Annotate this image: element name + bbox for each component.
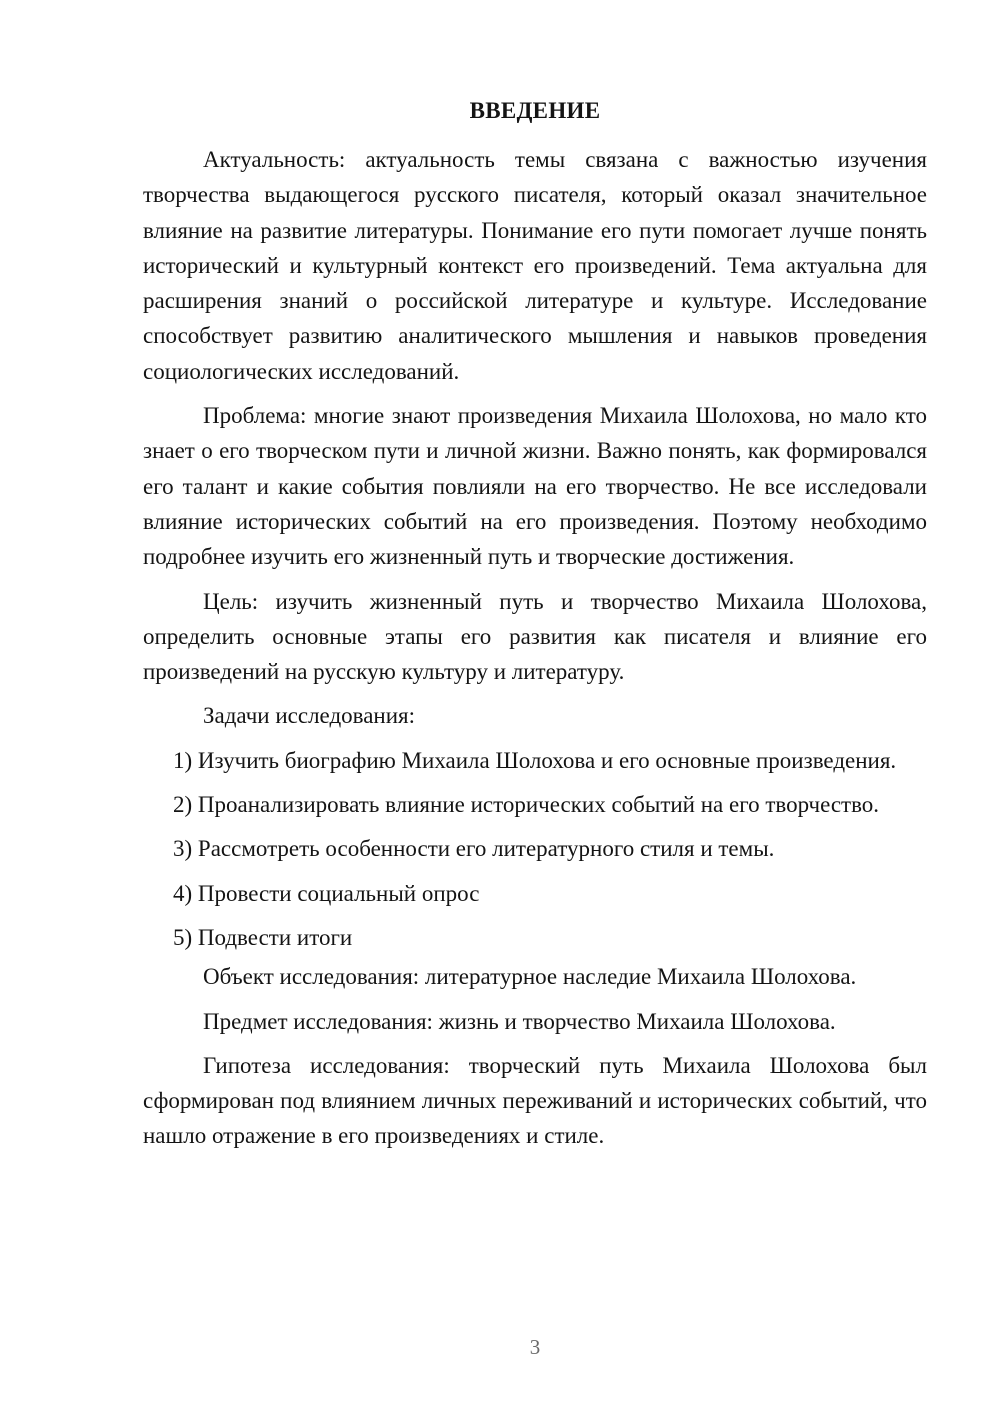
subject-paragraph: Предмет исследования: жизнь и творчество Михаила Шолохова. bbox=[203, 1008, 836, 1034]
task-item-3: 3) Рассмотреть особенности его литературного стиля и темы. bbox=[173, 836, 775, 862]
hypothesis-paragraph: Гипотеза исследования: творческий путь Михаила Шолохова был сформирован под влиянием личных переживаний и исторических событий, что нашло отражение в его произведениях и стиле. bbox=[143, 1052, 927, 1149]
object-paragraph: Объект исследования: литературное наследие Михаила Шолохова. bbox=[203, 964, 857, 990]
problem-paragraph: Проблема: многие знают произведения Михаила Шолохова, но мало кто знает о его творческом пути и личной жизни. Важно понять, как формировался его талант и какие события повлияли на его творчество. Не все исследовали влияние исторических событий на его произведения. Поэтому необходимо подробнее изучить его жизненный путь и творческие достижения. bbox=[143, 403, 927, 570]
task-item-4: 4) Провести социальный опрос bbox=[173, 880, 480, 906]
task-item-1: 1) Изучить биографию Михаила Шолохова и его основные произведения. bbox=[173, 747, 897, 773]
task-item-5: 5) Подвести итоги bbox=[173, 924, 353, 950]
goal-paragraph: Цель: изучить жизненный путь и творчество Михаила Шолохова, определить основные этапы его развития как писателя и влияние его произведений на русскую культуру и литературу. bbox=[143, 588, 927, 685]
relevance-paragraph: Актуальность: актуальность темы связана с важностью изучения творчества выдающегося русского писателя, который оказал значительное влияние на развитие литературы. Понимание его пути помогает лучше понять исторический и культурный контекст его произведений. Тема актуальна для расширения знаний о российской литературе и культуре. Исследование способствует развитию аналитического мышления и навыков проведения социологических исследований. bbox=[143, 147, 927, 384]
task-item-2: 2) Проанализировать влияние исторических событий на его творчество. bbox=[173, 792, 880, 818]
tasks-title: Задачи исследования: bbox=[203, 703, 416, 729]
document-body bbox=[143, 142, 927, 1154]
section-heading: ВВЕДЕНИЕ bbox=[469, 98, 601, 123]
page-number: 3 bbox=[529, 1335, 541, 1359]
